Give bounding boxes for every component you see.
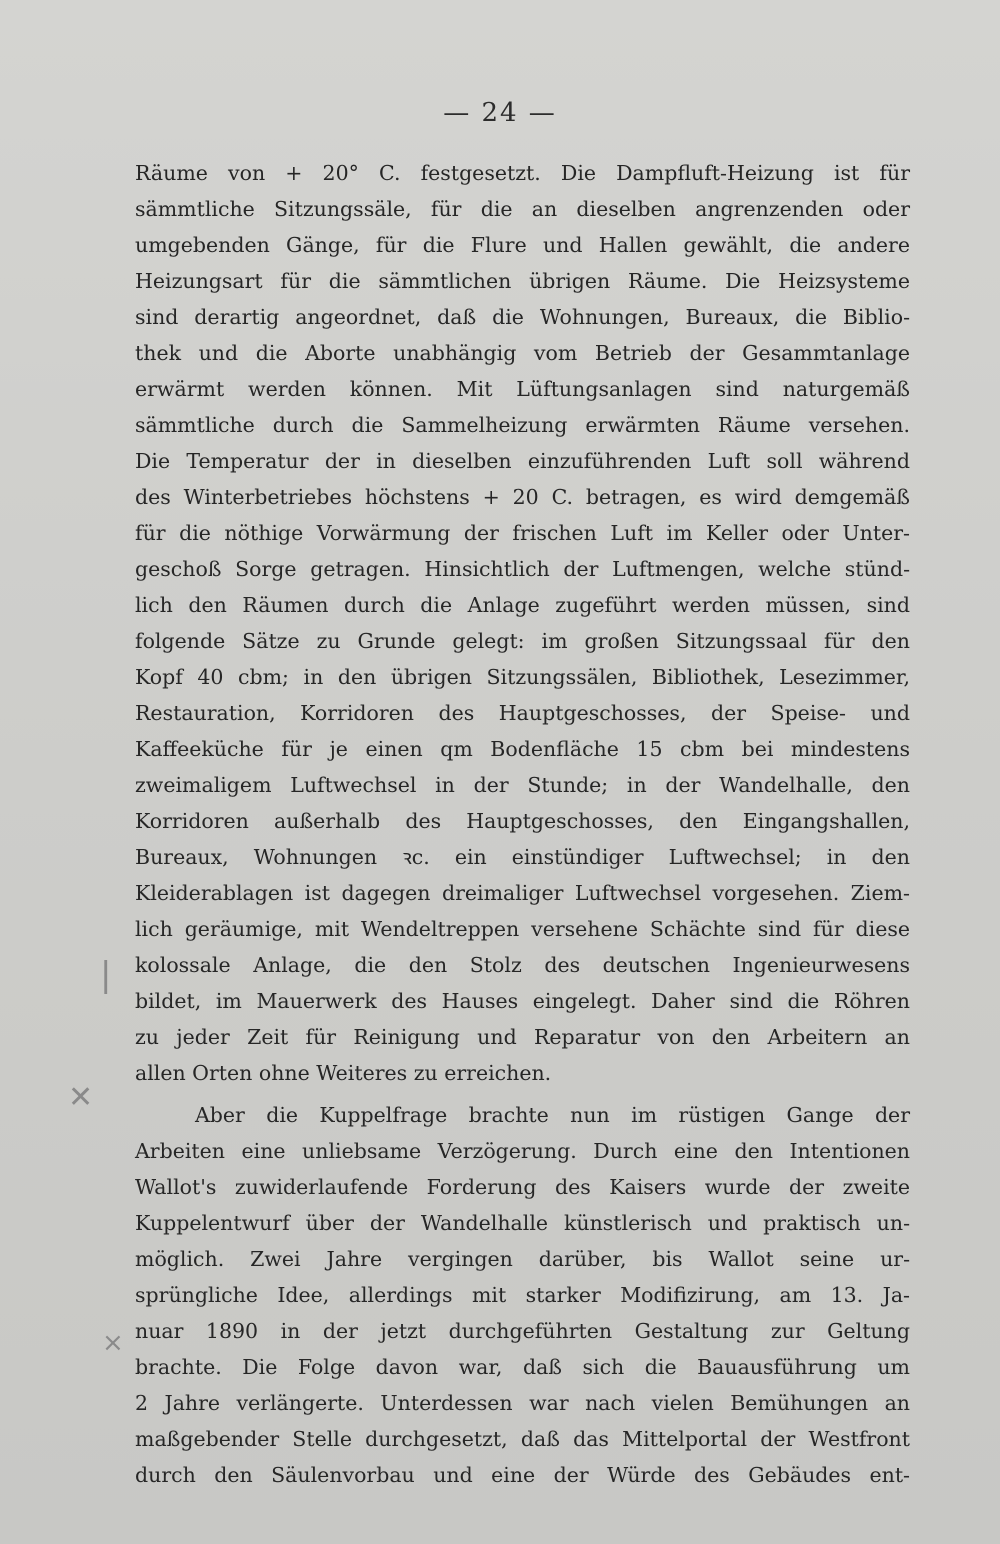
paragraph-first-line: Aber die Kuppelfrage brachte nun im rüstigen Gange der xyxy=(195,1103,910,1127)
text-line: sämmtliche durch die Sammelheizung erwärmten Räume versehen. xyxy=(135,413,910,437)
text-line: bildet, im Mauerwerk des Hauses eingelegt. Daher sind die Röhren xyxy=(135,989,910,1013)
margin-pencil-mark: × xyxy=(102,1328,124,1358)
text-line: nuar 1890 in der jetzt durchgeführten Gestaltung zur Geltung xyxy=(135,1319,910,1343)
text-line: 2 Jahre verlängerte. Unterdessen war nach vielen Bemühungen an xyxy=(135,1391,910,1415)
text-line: allen Orten ohne Weiteres zu erreichen. xyxy=(135,1061,552,1085)
text-line: Korridoren außerhalb des Hauptgeschosses, den Eingangshallen, xyxy=(135,809,910,833)
text-line: des Winterbetriebes höchstens + 20 C. betragen, es wird demgemäß xyxy=(135,485,910,509)
text-line: zweimaligem Luftwechsel in der Stunde; in der Wandelhalle, den xyxy=(135,773,910,797)
text-line: sämmtliche Sitzungssäle, für die an dieselben angrenzenden oder xyxy=(135,197,910,221)
text-line: geschoß Sorge getragen. Hinsichtlich der Luftmengen, welche stünd- xyxy=(135,557,910,581)
text-line: kolossale Anlage, die den Stolz des deutschen Ingenieurwesens xyxy=(135,953,910,977)
page-number: — 24 — xyxy=(443,98,557,128)
text-line: sprüngliche Idee, allerdings mit starker Modifizirung, am 13. Ja- xyxy=(135,1283,910,1307)
text-line: sind derartig angeordnet, daß die Wohnungen, Bureaux, die Biblio- xyxy=(135,305,910,329)
text-line: folgende Sätze zu Grunde gelegt: im großen Sitzungssaal für den xyxy=(135,629,910,653)
text-line: Heizungsart für die sämmtlichen übrigen Räume. Die Heizsysteme xyxy=(135,269,910,293)
text-line: Arbeiten eine unliebsame Verzögerung. Durch eine den Intentionen xyxy=(135,1139,910,1163)
text-line: zu jeder Zeit für Reinigung und Reparatur von den Arbeitern an xyxy=(135,1025,910,1049)
text-line: maßgebender Stelle durchgesetzt, daß das Mittelportal der Westfront xyxy=(135,1427,910,1451)
text-line: Kuppelentwurf über der Wandelhalle künstlerisch und praktisch un- xyxy=(135,1211,910,1235)
text-line: lich den Räumen durch die Anlage zugeführt werden müssen, sind xyxy=(135,593,910,617)
text-line: lich geräumige, mit Wendeltreppen versehene Schächte sind für diese xyxy=(135,917,910,941)
text-line: erwärmt werden können. Mit Lüftungsanlagen sind naturgemäß xyxy=(135,377,910,401)
text-line: möglich. Zwei Jahre vergingen darüber, bis Wallot seine ur- xyxy=(135,1247,910,1271)
text-line: Räume von + 20° C. festgesetzt. Die Dampfluft-Heizung ist für xyxy=(135,161,910,185)
text-line: durch den Säulenvorbau und eine der Würde des Gebäudes ent- xyxy=(135,1463,910,1487)
text-line: Restauration, Korridoren des Hauptgeschosses, der Speise- und xyxy=(135,701,910,725)
margin-pencil-mark: ✕ xyxy=(68,1080,94,1115)
text-line: Kopf 40 cbm; in den übrigen Sitzungssälen, Bibliothek, Lesezimmer, xyxy=(135,665,910,689)
text-line: für die nöthige Vorwärmung der frischen Luft im Keller oder Unter- xyxy=(135,521,910,545)
text-line: Wallot's zuwiderlaufende Forderung des Kaisers wurde der zweite xyxy=(135,1175,910,1199)
text-line: Die Temperatur der in dieselben einzuführenden Luft soll während xyxy=(135,449,910,473)
text-line: brachte. Die Folge davon war, daß sich die Bauausführung um xyxy=(135,1355,910,1379)
text-line: umgebenden Gänge, für die Flure und Hallen gewählt, die andere xyxy=(135,233,910,257)
text-line: thek und die Aborte unabhängig vom Betrieb der Gesammtanlage xyxy=(135,341,910,365)
margin-pencil-mark: | xyxy=(100,955,112,995)
text-line: Bureaux, Wohnungen ꝛc. ein einstündiger Luftwechsel; in den xyxy=(135,845,910,869)
text-line: Kleiderablagen ist dagegen dreimaliger Luftwechsel vorgesehen. Ziem- xyxy=(135,881,910,905)
text-line: Kaffeeküche für je einen qm Bodenfläche 15 cbm bei mindestens xyxy=(135,737,910,761)
